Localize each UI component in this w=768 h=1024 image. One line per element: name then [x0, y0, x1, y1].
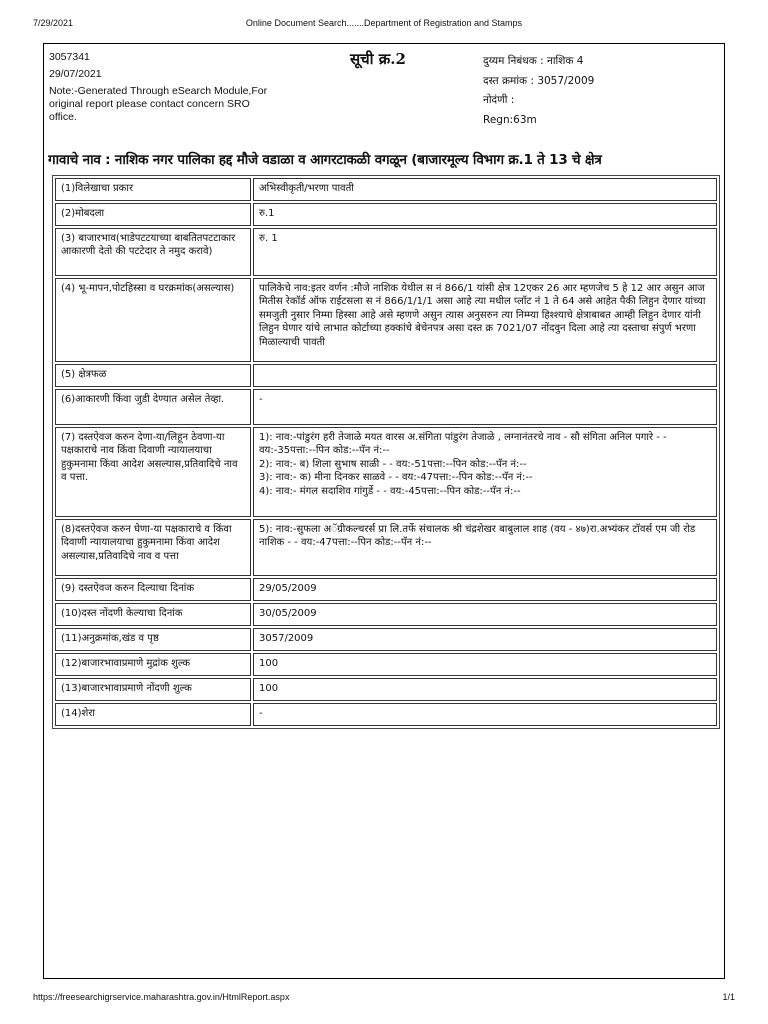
print-footer [33, 992, 735, 1006]
table-row [55, 278, 717, 362]
row-label: (7) दस्तऐवज करुन देणा-या/लिहून ठेवणा-या पक्षकाराचे नाव किंवा दिवाणी न्यायालयाचा हुकुमनामा किंवा आदेश असल्यास,प्रतिवादिचे नाव व पत्ता. [55, 427, 251, 517]
row-label: (8)दस्तऐवज करुन घेणा-या पक्षकाराचे व किंवा दिवाणी न्यायालयाचा हुकुमनामा किंवा आदेश असल्यास,प्रतिवादिचे नाव व पत्ता [55, 519, 251, 576]
document-frame [43, 43, 725, 979]
table-row [55, 653, 717, 676]
print-header [33, 18, 735, 32]
row-value: रु. 1 [253, 228, 717, 276]
regn-code: Regn:63m [483, 113, 537, 126]
row-label: (11)अनुक्रमांक,खंड व पृष्ठ [55, 628, 251, 651]
table-row [55, 628, 717, 651]
row-label: (6)आकारणी किंवा जुडी देण्यात असेल तेव्हा. [55, 389, 251, 425]
row-label: (9) दस्तऐवज करुन दिल्याचा दिनांक [55, 578, 251, 601]
row-label: (4) भू-मापन,पोटहिस्सा व घरक्रमांक(असल्यास) [55, 278, 251, 362]
table-row [55, 427, 717, 517]
page-url: https://freesearchigrservice.maharashtra.gov.in/HtmlReport.aspx [33, 992, 290, 1002]
document-header [44, 44, 724, 140]
row-label: (3) बाजारभाव(भाडेपटटयाच्या बाबतितपटटाकार आकारणी देतो की पटटेदार ते नमुद करावे) [55, 228, 251, 276]
row-value [253, 364, 717, 387]
registration-label: नोदंणी : [483, 94, 515, 106]
table-row [55, 519, 717, 576]
row-label: (1)विलेखाचा प्रकार [55, 178, 251, 201]
page-title: सूची क्र.2 [350, 50, 406, 68]
deed-number: दस्त क्रमांक : 3057/2009 [483, 74, 595, 87]
village-name: गावाचे नाव : नाशिक नगर पालिका हद्द मौजे वडाळा व आगरटाकळी वगळून (बाजारमूल्य विभाग क्र.1 ते 13 चे क्षेत्र [48, 152, 602, 168]
party-entry: 2): नाव:- ब) शिला सुभाष साळी - - वय:-51पत्ता:--पिन कोड:--पॅन नं:-- [259, 458, 527, 470]
table-row [55, 228, 717, 276]
row-value [253, 427, 717, 517]
row-value: 5): नाव:-सुफला अॅग्रीकल्चरर्स प्रा लि.तर्फे संचालक श्री चंद्रशेखर बाबुलाल शाह (वय - ४७)रा.अभ्यंकर टॉवर्स एम जी रोड नाशिक - - वय:-47पत्ता:--पिन कोड:--पॅन नं:-- [253, 519, 717, 576]
party-entry: 4): नाव:- मंगल सदाशिव गांगुर्डे - - वय:-45पत्ता:--पिन कोड:--पॅन नं:-- [259, 485, 521, 497]
row-label: (12)बाजारभावाप्रमाणे मुद्रांक शुल्क [55, 653, 251, 676]
registration-meta [483, 52, 594, 130]
row-label: (10)दस्त नोंदणी केल्याचा दिनांक [55, 603, 251, 626]
row-label: (2)मोबदला [55, 203, 251, 226]
row-value: अभिस्वीकृती/भरणा पावती [253, 178, 717, 201]
row-value: - [253, 389, 717, 425]
document-number: 3057341 [49, 51, 90, 63]
details-table [52, 175, 720, 729]
table-row [55, 703, 717, 726]
page-number: 1/1 [722, 992, 735, 1002]
print-date: 7/29/2021 [33, 18, 74, 28]
row-value: 30/05/2009 [253, 603, 717, 626]
row-value: पालिकेचे नाव:इतर वर्णन :मौजे नाशिक येथील स नं 866/1 यांसी क्षेत्र 12एकर 26 आर म्हणजेच 5 हे 12 आर असुन आज मितीस रेकॉर्ड ऑफ राईटसला स नं 866/1/1/1 असा आहे त्या मधील प्लॉट नं 1 ते 64 असे आहेत पैकी लिहुन देणार यांच्या समजुती नुसार निम्मा हिस्सा आहे असे म्हणणे असुन त्यास अनुसरुन त्या निम्म्या हिश्श्याचे क्षेत्राबाबत आम्ही लिहुन देणार यांनी लिहुन घेणार यांचे लाभात कोर्टाच्या हक्कांचे बेचेनपत्र असा दस्त क्र 7021/07 नोंदवुन दिला आहे त्या दस्ताचा संपुर्ण भरणा मिळाल्याची पावती [253, 278, 717, 362]
print-title: Online Document Search.......Department of Registration and Stamps [245, 18, 523, 28]
row-label: (5) क्षेत्रफळ [55, 364, 251, 387]
document-note: Note:-Generated Through eSearch Module,For original report please contact concern SRO office. [49, 85, 268, 123]
row-value: 3057/2009 [253, 628, 717, 651]
row-value: रु.1 [253, 203, 717, 226]
document-meta [49, 51, 279, 124]
sub-registrar: दुय्यम निबंधक : नाशिक 4 [483, 55, 584, 67]
document-date: 29/07/2021 [49, 68, 102, 80]
row-value: - [253, 703, 717, 726]
row-label: (13)बाजारभावाप्रमाणे नोंदणी शुल्क [55, 678, 251, 701]
table-row [55, 678, 717, 701]
party-entry: 1): नाव:-पांडुरंग हरी तेजाळे मयत वारस अ.संगिता पांडुरंग तेजाळे , लग्नानंतरचे नाव - सौ संगिता अनिल पगारे - - वय:-35पत्ता:--पिन कोड:--पॅन नं:-- [259, 432, 667, 457]
table-row [55, 203, 717, 226]
table-row [55, 364, 717, 387]
row-value: 100 [253, 678, 717, 701]
row-label: (14)शेरा [55, 703, 251, 726]
table-row [55, 603, 717, 626]
table-row [55, 178, 717, 201]
party-entry: 3): नाव:- क) मीना दिनकर साळवे - - वय:-47पत्ता:--पिन कोड:--पॅन नं:-- [259, 472, 533, 484]
table-row [55, 578, 717, 601]
table-row [55, 389, 717, 425]
row-value: 29/05/2009 [253, 578, 717, 601]
row-value: 100 [253, 653, 717, 676]
